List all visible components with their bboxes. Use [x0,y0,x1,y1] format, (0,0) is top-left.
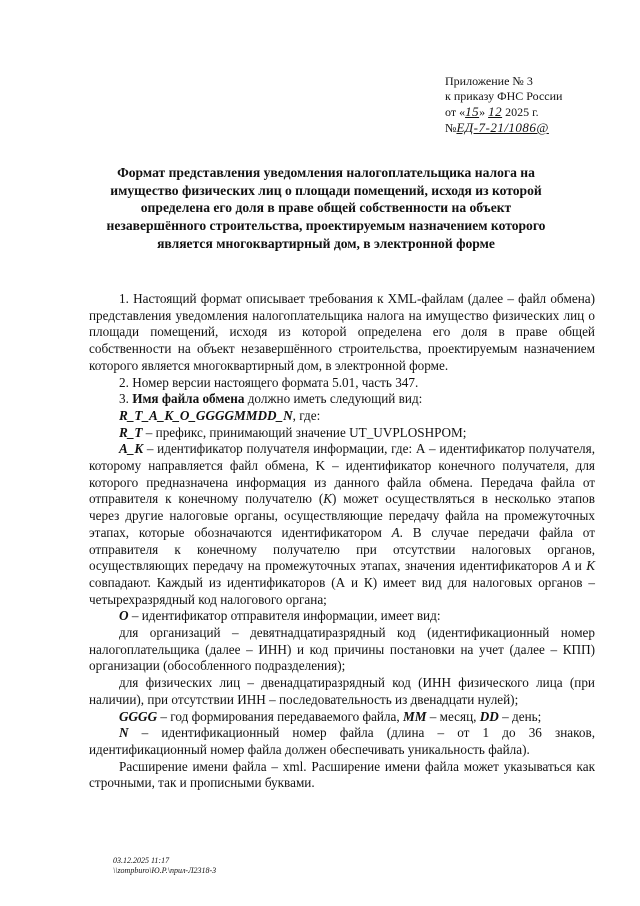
recipient-k-1: К [323,491,332,507]
prefix-definition [89,425,595,442]
recipient-key: A_K [119,441,144,457]
organization-code-paragraph: для организаций – девятнадцатиразрядный код (идентификационный номер налогоплательщика (далее – ИНН) и код причины постановки на учет (далее – КПП) организации (обособленного подразделения); [89,625,595,674]
recipient-a-2: А [562,558,571,574]
file-id-key: N [119,725,129,741]
clause-number: 3. [119,391,133,407]
document-title: Формат представления уведомления налогоплательщика налога на имущество физических лиц о площади помещений, исходя из которой определена его доля в праве общей собственности на объект незавершённого строительства, проектируемым назначением которого является многоквартирный дом, в электронной форме [106,165,546,251]
footer-note [113,856,313,876]
document-body [89,291,595,792]
year-text: – год формирования передаваемого файла, [157,708,404,724]
month-key: MM [403,708,427,724]
recipient-k-2: К [586,558,596,574]
order-number-line [445,120,625,136]
handwritten-day: 15 [465,104,480,119]
footer-timestamp: 03.12.2025 11:17 [113,856,170,865]
month-text: – месяц, [426,708,480,724]
file-id-text: – идентификационный номер файла (длина – от 1 до 36 знаков, идентификационный номер файла должен обеспечивать уникальность файла). [89,725,595,757]
file-name-term: Имя файла обмена [132,391,245,407]
file-name-pattern: R_T_A_K_O_GGGGMMDD_N [119,407,293,423]
handwritten-month: 12 [488,104,503,119]
day-key: DD [479,708,499,724]
prefix-key: R_T [119,424,143,440]
recipient-a-1: А [391,524,400,540]
paragraph-2: 2. Номер версии настоящего формата 5.01, часть 347. [119,374,419,390]
date-prefix: от « [445,105,466,119]
recipient-text-4: и [570,558,587,574]
recipient-definition [89,441,595,608]
paragraph-1: 1. Настоящий формат описывает требования к XML-файлам (далее – файл обмена) представления уведомления налогоплательщика налога на имущество физических лиц о площади помещений, исходя из которой определена его доля в праве общей собственности на объект незавершённого строительства, проектируемым назначением которого является многоквартирный дом, в электронной форме. [89,291,595,373]
year-key: GGGG [119,708,158,724]
appendix-line: Приложение № 3 [445,74,533,88]
prefix-text: – префикс, принимающий значение UT_UVPLOSHPOM; [142,424,467,440]
sender-definition [89,608,595,625]
file-name-pattern-line [89,408,595,425]
extension-paragraph: Расширение имени файла – xml. Расширение имени файла может указываться как строчными, так и прописными буквами. [89,758,595,791]
recipient-text-5: совпадают. Каждый из идентификаторов (А и К) имеет вид для налоговых органов – четырехразрядный код налогового органа; [89,574,595,607]
recipient-text-3: . В случае передачи файла от отправителя к конечному получателю при отсутствии налоговых органов, осуществляющих передачу на промежуточных этапах, значения идентификаторов [89,524,595,574]
sender-key: O [119,608,129,624]
recipient-text-2: ) может осуществляться в несколько этапов через другие налоговые органы, осуществляющие передачу файла на промежуточных этапах, которые обозначаются идентификатором [89,491,595,540]
sender-text: – идентификатор отправителя информации, имеет вид: [128,608,441,624]
date-mid: » [479,105,489,119]
date-definition [89,709,595,726]
paragraph-3 [89,391,595,408]
number-prefix: № [445,121,457,135]
pattern-suffix: , где: [292,407,321,423]
file-id-definition [89,725,595,758]
recipient-text-1: – идентификатор получателя информации, где: А – идентификатор получателя, которому направляется файл обмена, K – идентификатор конечного получателя, для которого предназначена информация из данного файла обмена. Передача файла от отправителя к конечному получателю ( [89,441,595,507]
order-reference-line: к приказу ФНС России [445,89,563,103]
handwritten-order-number: ЕД-7-21/1086@ [456,120,549,135]
clause-text: должно иметь следующий вид: [244,391,423,407]
date-year: 2025 г. [502,105,539,119]
individual-code-paragraph: для физических лиц – двенадцатиразрядный код (ИНН физического лица (при наличии), при отсутствии ИНН – последовательность из двенадцати нулей); [89,675,595,707]
footer-file-path: \\zompburo\Ю.Р.\прил-Л2318-3 [113,866,217,875]
day-text: – день; [498,708,542,724]
appendix-header [445,74,625,136]
order-date-line [445,104,625,120]
